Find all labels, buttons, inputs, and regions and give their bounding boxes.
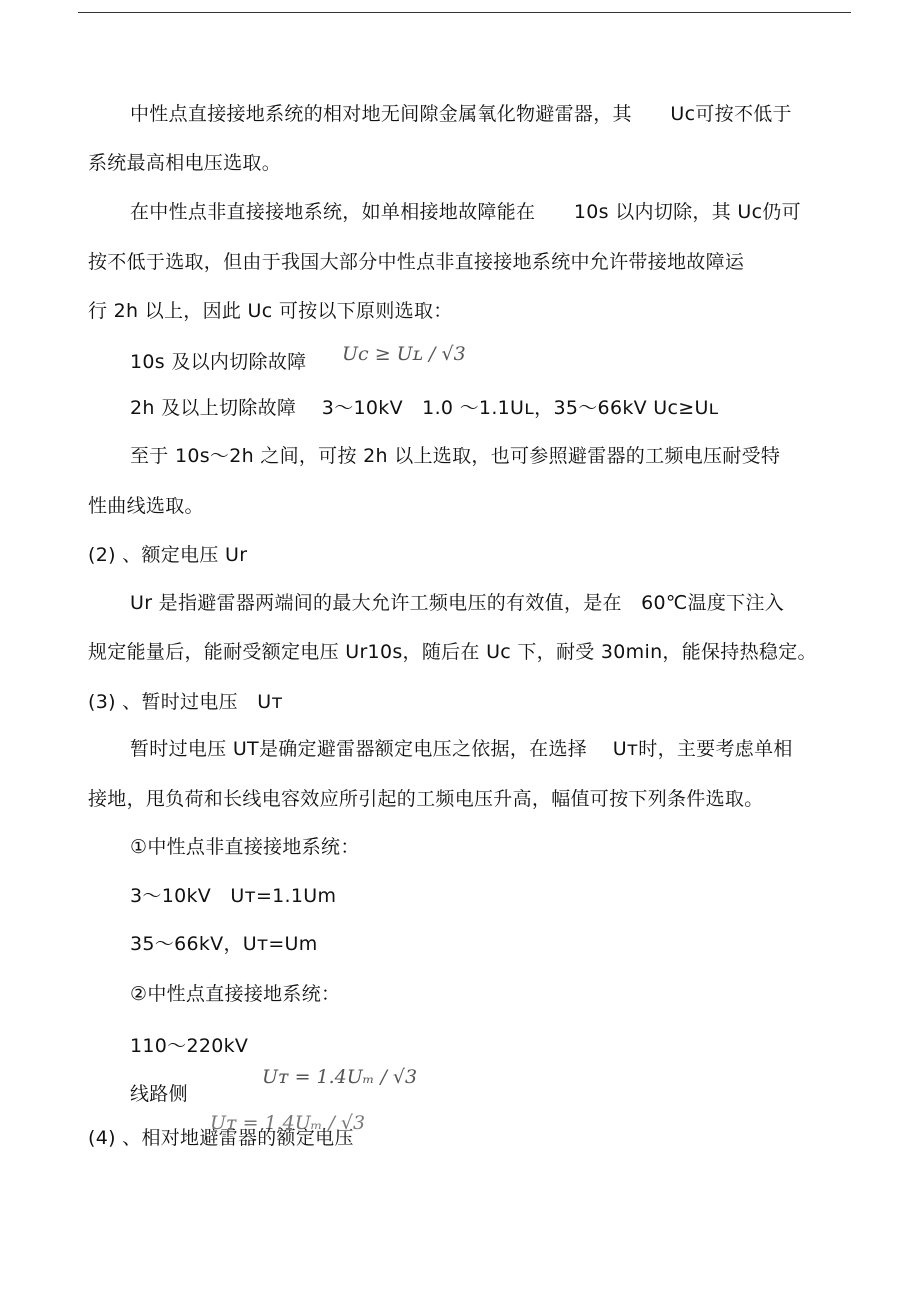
text-line: 线路侧 <box>130 1083 188 1105</box>
formula-uc: Uc ≥ Uʟ / √3 <box>342 343 466 365</box>
text-line: 中性点直接接地系统的相对地无间隙金属氧化物避雷器，其 Uc可按不低于 <box>130 103 792 125</box>
header-rule <box>78 12 851 13</box>
text-line: 10s 及以内切除故障 <box>130 351 307 373</box>
text-line: 110～220kV <box>130 1035 249 1057</box>
text-line: Ur 是指避雷器两端间的最大允许工频电压的有效值，是在 60℃温度下注入 <box>130 592 785 614</box>
section-heading: (3) 、暂时过电压 Uᴛ <box>88 691 283 713</box>
text-line: 行 2h 以上，因此 Uc 可按以下原则选取： <box>88 300 453 322</box>
text-line: 至于 10s～2h 之间，可按 2h 以上选取，也可参照避雷器的工频电压耐受特 <box>130 445 781 467</box>
text-line: 3～10kV Uᴛ=1.1Um <box>130 885 337 907</box>
text-line: 按不低于选取，但由于我国大部分中性点非直接接地系统中允许带接地故障运 <box>88 251 745 273</box>
formula-ut-overlap: Uᴛ = 1.4Uₘ / √3 <box>210 1112 366 1134</box>
text-line: 接地，甩负荷和长线电容效应所引起的工频电压升高，幅值可按下列条件选取。 <box>88 788 764 810</box>
text-line: 2h 及以上切除故障 3～10kV 1.0 ～1.1Uʟ，35～66kV Uc≥Uʟ <box>130 397 719 419</box>
text-line: 性曲线选取。 <box>88 495 204 517</box>
text-line: ①中性点非直接接地系统： <box>130 836 360 858</box>
text-line: 系统最高相电压选取。 <box>88 152 282 174</box>
text-line: ②中性点直接接地系统： <box>130 983 341 1005</box>
text-line: 规定能量后，能耐受额定电压 Ur10s，随后在 Uc 下，耐受 30min，能保持热稳定。 <box>88 641 817 663</box>
section-heading: (2) 、额定电压 Ur <box>88 544 248 566</box>
text-line: 35～66kV，Uᴛ=Um <box>130 933 318 955</box>
section-heading: (4) 、相对地避雷器的额定电压 <box>88 1127 354 1149</box>
text-line: 在中性点非直接接地系统，如单相接地故障能在 10s 以内切除，其 Uc仍可 <box>130 201 801 223</box>
text-line: 暂时过电压 UT是确定避雷器额定电压之依据，在选择 Uᴛ时，主要考虑单相 <box>130 738 793 760</box>
formula-ut-line: Uᴛ = 1.4Uₘ / √3 <box>262 1066 418 1088</box>
